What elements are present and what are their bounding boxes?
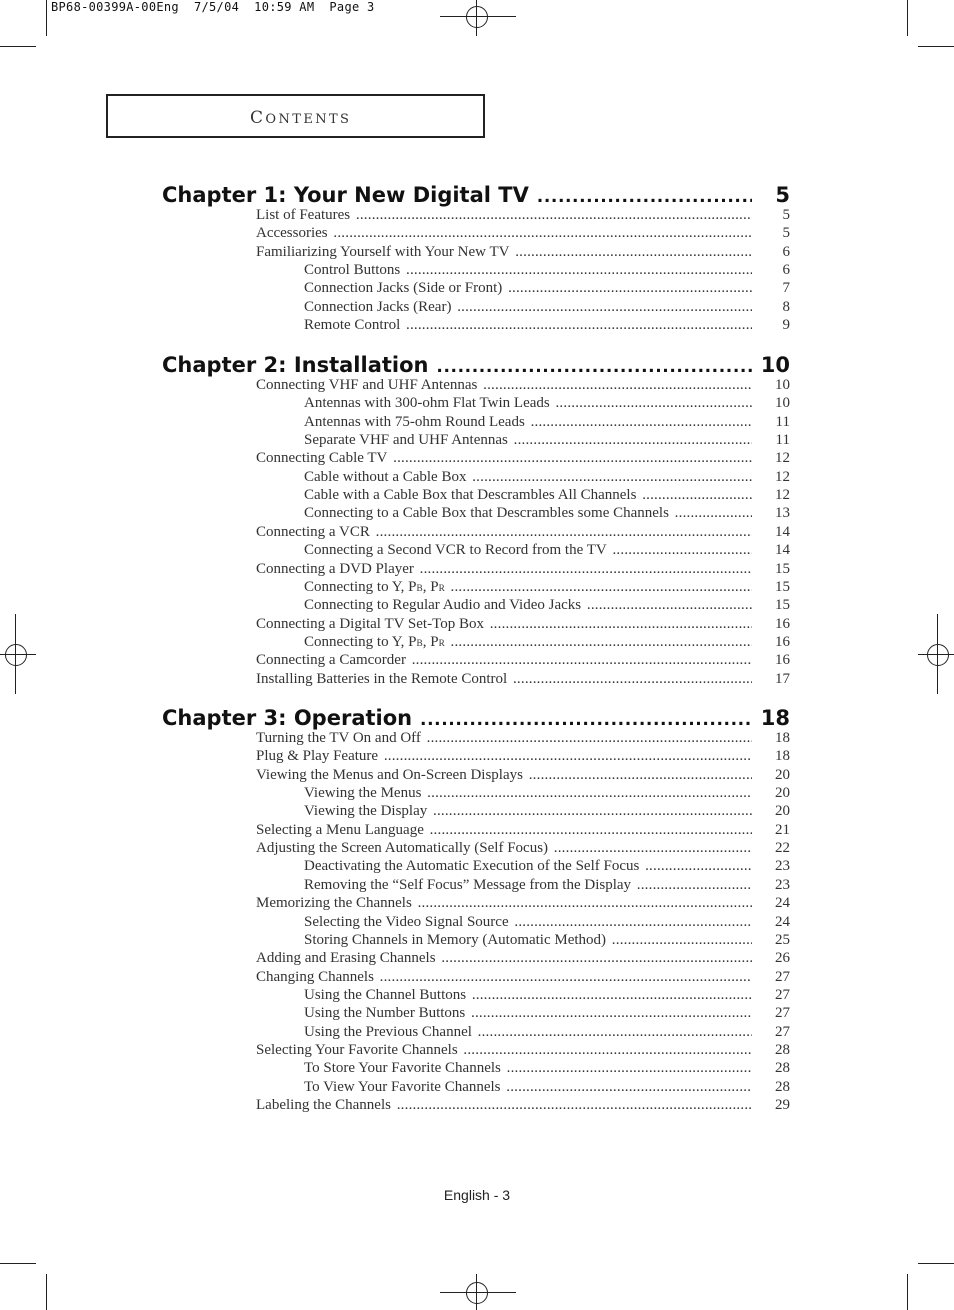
toc-entry[interactable] [256,207,790,225]
toc-page-number: 12 [775,450,790,467]
toc-entry[interactable] [256,225,790,243]
toc-subentry[interactable] [304,262,790,280]
leader-dots [479,377,752,394]
toc-subentry[interactable] [304,432,790,450]
leader-dots [429,803,752,820]
toc-page-number: 6 [782,262,790,279]
toc-page-number: 15 [775,578,790,595]
toc-entry-text: Selecting Your Favorite Channels [256,1041,458,1058]
leader-dots [527,414,752,431]
toc-entry-text: Connecting a Digital TV Set-Top Box [256,615,484,632]
subscript-text: R [438,638,445,649]
toc-entry-text: Remote Control [304,317,401,334]
leader-dots [389,450,752,467]
toc-page-number: 16 [775,633,790,650]
toc-entry[interactable] [256,670,790,689]
toc-entry-label [304,280,502,297]
toc-entry-text: Labeling the Channels [256,1097,391,1113]
toc-entry-text: Antennas with 300-ohm Flat Twin Leads [304,395,550,412]
leader-dots [460,1042,752,1059]
toc-entry-text: Familiarizing Yourself with Your New TV [256,243,510,260]
leader-dots [531,187,752,207]
toc-page-number: 28 [775,1078,790,1095]
leader-dots [525,767,752,784]
toc-entry[interactable] [256,766,790,785]
leader-dots [426,822,752,839]
toc-entry-label [304,262,400,279]
toc-entry-label [304,932,606,949]
toc-page-number: 11 [775,413,790,430]
toc-entry-text: Plug & Play Feature [256,748,379,765]
toc-entry-text: Storing Channels in Memory (Automatic Method) [304,931,607,948]
toc-subentry[interactable] [304,317,790,335]
toc-page-number: 14 [775,523,790,540]
toc-entry-text: Adjusting the Screen Automatically (Self Focus) [256,840,549,857]
leader-dots [376,969,752,986]
toc-subentry[interactable] [304,913,790,932]
leader-dots [638,487,752,504]
toc-entry-text: Using the Number Buttons [304,1005,466,1022]
leader-dots [438,950,752,967]
toc-entry-label [256,616,484,633]
toc-entry[interactable] [256,615,790,634]
toc-entry-label [304,1005,465,1022]
toc-page-number: 27 [775,968,790,985]
toc-entry-text: Viewing the Menus and On-Screen Displays [256,766,523,783]
toc-entry-text: Connecting to Y, P [304,633,417,650]
toc-page-number: 16 [775,652,790,669]
leader-dots [414,710,752,730]
toc-subentry[interactable] [304,487,790,505]
subscript-text: R [438,583,445,594]
toc-page-number: 14 [775,542,790,559]
toc-page-number: 28 [775,1041,790,1058]
toc-entry-text: Accessories [256,225,328,242]
leader-dots [423,785,752,802]
toc-subentry[interactable] [304,1078,790,1097]
toc-page-number: 27 [775,986,790,1003]
toc-entry-text: Control Buttons [304,262,401,279]
leader-dots [408,652,752,669]
crop-mark [0,46,36,47]
toc-entry-label [256,377,477,394]
toc-page-number: 29 [775,1097,790,1113]
crop-mark [907,1274,908,1310]
toc-entry[interactable] [256,895,790,913]
leader-dots [609,542,752,559]
toc-entry-label [256,524,370,541]
toc-entry[interactable] [256,377,790,395]
toc-entry[interactable] [256,243,790,262]
crop-mark [907,0,908,36]
toc-entry-label [304,487,636,504]
leader-dots [474,1024,752,1041]
toc-page-number: 21 [775,821,790,838]
toc-entry-text: Turning the TV On and Off [256,730,421,746]
toc-subentry[interactable] [304,633,790,652]
toc-page-number: 27 [775,1005,790,1022]
toc-subentry[interactable] [304,597,790,615]
chapter-title: Chapter 1: Your New Digital TV [162,183,529,207]
toc-entry-text: Changing Channels [256,968,374,985]
leader-dots [552,395,752,412]
toc-entry-text: Connecting VHF and UHF Antennas [256,377,478,393]
toc-entry-text: Connecting a Second VCR to Record from the TV [304,542,607,559]
toc-entry-text: To View Your Favorite Channels [304,1078,501,1095]
toc-entry[interactable] [256,652,790,670]
chapter-page-number: 18 [760,706,790,730]
leader-dots [352,207,752,224]
leader-dots [423,730,752,747]
crop-mark [0,1263,36,1264]
toc-entry-label [256,652,406,669]
toc-subentry[interactable] [304,931,790,950]
toc-entry[interactable] [256,840,790,858]
toc-page-number: 24 [775,913,790,930]
leader-dots [486,616,752,633]
toc-subentry[interactable] [304,413,790,432]
toc-entry[interactable] [256,1097,790,1115]
leader-dots [447,579,752,596]
toc-subentry[interactable] [304,1060,790,1078]
leader-dots [393,1097,752,1114]
toc-entry[interactable] [256,1041,790,1060]
toc-entry-label [256,1042,458,1059]
toc-entry[interactable] [256,560,790,579]
toc-subentry[interactable] [304,542,790,560]
toc-entry[interactable] [256,968,790,987]
toc-page-number: 16 [775,615,790,632]
crop-mark [918,1263,954,1264]
toc-subentry[interactable] [304,280,790,298]
toc-subentry[interactable] [304,785,790,803]
print-slug: BP68-00399A-00Eng 7/5/04 10:59 AM Page 3 [51,0,375,14]
toc-page-number: 17 [775,670,790,687]
toc-subentry[interactable] [304,578,790,597]
toc-subentry[interactable] [304,505,790,523]
toc-subentry[interactable] [304,298,790,317]
toc-entry-text: Connecting to Regular Audio and Video Jacks [304,597,582,614]
toc-page-number: 18 [775,748,790,765]
toc-page-number: 25 [775,931,790,948]
toc-entry-text: Connection Jacks (Rear) [304,298,452,315]
toc-entry-label [304,505,669,522]
leader-dots [414,895,752,912]
leader-dots [402,262,752,279]
toc-page-number: 11 [775,432,790,449]
toc-entry[interactable] [256,748,790,766]
toc-subentry[interactable] [304,986,790,1005]
toc-page-number: 26 [775,950,790,967]
toc-entry-text: Connecting a VCR [256,523,370,540]
toc-entry-label [304,469,466,486]
toc-page-number: 13 [775,505,790,522]
crop-mark [46,0,47,36]
toc-entry-text: Selecting a Menu Language [256,821,424,838]
leader-dots [372,524,752,541]
toc-page-number: 24 [775,895,790,912]
toc-entry-text: Removing the “Self Focus” Message from the Display [304,876,632,893]
toc-entry-label [304,432,508,449]
toc-entry-label [304,877,631,894]
toc-page-number: 6 [782,243,790,260]
toc-entry-label [304,1060,501,1077]
leader-dots [453,299,752,316]
chapter-page-number: 5 [775,183,790,207]
toc-entry-text: Deactivating the Automatic Execution of the Self Focus [304,858,640,875]
toc-entry-label [304,597,581,614]
toc-entry-label [304,414,525,431]
toc-page-number: 15 [775,560,790,577]
toc-entry[interactable] [256,523,790,542]
toc-page-number: 23 [775,876,790,893]
toc-subentry[interactable] [304,1005,790,1023]
leader-dots [671,505,752,522]
chapter-page-number: 10 [760,353,790,377]
toc-entry-label [256,671,507,688]
toc-entry-text: Antennas with 75-ohm Round Leads [304,413,525,430]
toc-page-number: 22 [775,840,790,857]
toc-subentry[interactable] [304,803,790,821]
toc-page-number: 10 [775,395,790,412]
leader-dots [511,244,752,261]
toc-entry-text: Memorizing the Channels [256,895,412,912]
toc-subentry[interactable] [304,858,790,876]
toc-entry-text: Using the Channel Buttons [304,986,467,1003]
leader-dots [330,225,752,242]
toc-entry-label [256,895,412,912]
leader-dots [503,1060,752,1077]
toc-entry-label [304,395,550,412]
subscript-text: B [416,583,423,594]
leader-dots [503,1079,752,1096]
leader-dots [583,597,752,614]
toc-entry[interactable] [256,730,790,748]
toc-entry-label [256,1097,391,1114]
chapter-title: Chapter 3: Operation [162,706,413,730]
toc-entry-label [256,244,509,261]
toc-entry-text: , P [422,578,439,595]
toc-entry-text: Connecting to a Cable Box that Descrambles some Channels [304,505,669,522]
toc-page-number: 28 [775,1060,790,1077]
crop-mark [46,1274,47,1310]
toc-entry-text: Cable without a Cable Box [304,468,467,485]
toc-entry-text: To Store Your Favorite Channels [304,1060,501,1077]
toc-entry-label [304,317,400,334]
toc-entry-text: Connecting to Y, P [304,578,417,595]
toc-entry-text: Viewing the Display [304,803,428,820]
toc-entry-label [304,858,639,875]
toc-entry-label [304,914,509,931]
toc-page-number: 7 [782,280,790,297]
contents-heading-box [106,94,485,138]
toc-entry-label [256,207,350,224]
toc-entry[interactable] [256,821,790,840]
chapter-title: Chapter 2: Installation [162,353,429,377]
leader-dots [468,987,752,1004]
toc-entry-label [256,767,523,784]
toc-page-number: 20 [775,803,790,820]
toc-page-number: 20 [775,785,790,802]
leader-dots [380,748,752,765]
toc-entry-text: Using the Previous Channel [304,1023,472,1040]
toc-entry-text: Installing Batteries in the Remote Control [256,670,508,687]
toc-entry-label [256,969,374,986]
toc-page-number: 8 [782,298,790,315]
leader-dots [467,1005,752,1022]
leader-dots [468,469,752,486]
toc-page-number: 18 [775,730,790,746]
toc-subentry[interactable] [304,468,790,487]
toc-entry-text: , P [422,633,439,650]
toc-page-number: 15 [775,597,790,614]
toc-page-number: 5 [782,225,790,242]
subscript-text: B [416,638,423,649]
contents-heading [250,108,351,128]
leader-dots [431,357,753,377]
leader-dots [633,877,752,894]
toc-entry-text: Adding and Erasing Channels [256,950,436,967]
toc-subentry[interactable] [304,1023,790,1042]
toc-entry-label [256,840,548,857]
toc-entry-label [304,579,445,596]
toc-page-number: 12 [775,468,790,485]
toc-page-number: 10 [775,377,790,393]
toc-page-number: 23 [775,858,790,875]
toc-entry-text: Connecting a DVD Player [256,560,414,577]
leader-dots [447,634,752,651]
toc-entry-text: Cable with a Cable Box that Descrambles All Channels [304,487,637,504]
toc-entry-text: Separate VHF and UHF Antennas [304,432,508,449]
leader-dots [402,317,752,334]
toc-entry-label [304,1079,501,1096]
leader-dots [416,561,752,578]
toc-entry-text: Connecting a Camcorder [256,652,406,669]
toc-entry-label [304,542,607,559]
toc-entry-label [304,299,451,316]
crop-mark [918,46,954,47]
contents-heading-initial: C [250,108,266,128]
toc-entry-text: Selecting the Video Signal Source [304,913,509,930]
leader-dots [511,914,752,931]
toc-entry[interactable] [256,950,790,968]
toc-page-number: 5 [782,207,790,223]
toc-entry-label [256,561,414,578]
toc-entry-label [256,730,421,747]
toc-entry-text: Viewing the Menus [304,785,422,802]
leader-dots [509,671,752,688]
toc-entry-label [304,987,466,1004]
toc-entry-label [256,950,436,967]
toc-entry-text: Connecting Cable TV [256,450,388,467]
toc-entry-label [256,822,424,839]
contents-heading-rest: ONTENTS [265,112,352,127]
toc-page-number: 27 [775,1023,790,1040]
toc-entry-label [304,634,445,651]
toc-entry[interactable] [256,450,790,468]
toc-page-number: 9 [782,317,790,334]
toc-page-number: 20 [775,766,790,783]
leader-dots [641,858,752,875]
toc-entry-text: Connection Jacks (Side or Front) [304,280,503,297]
toc-entry-label [304,1024,472,1041]
toc-entry-text: List of Features [256,207,351,223]
toc-entry-label [256,225,328,242]
toc-entry-label [304,785,421,802]
toc-subentry[interactable] [304,876,790,895]
toc-entry-label [256,748,378,765]
leader-dots [510,432,752,449]
toc-entry-label [304,803,427,820]
toc-page-number: 12 [775,487,790,504]
leader-dots [608,932,752,949]
leader-dots [504,280,752,297]
toc-subentry[interactable] [304,395,790,413]
page-footer: English - 3 [443,1187,511,1203]
leader-dots [550,840,752,857]
toc-entry-label [256,450,387,467]
